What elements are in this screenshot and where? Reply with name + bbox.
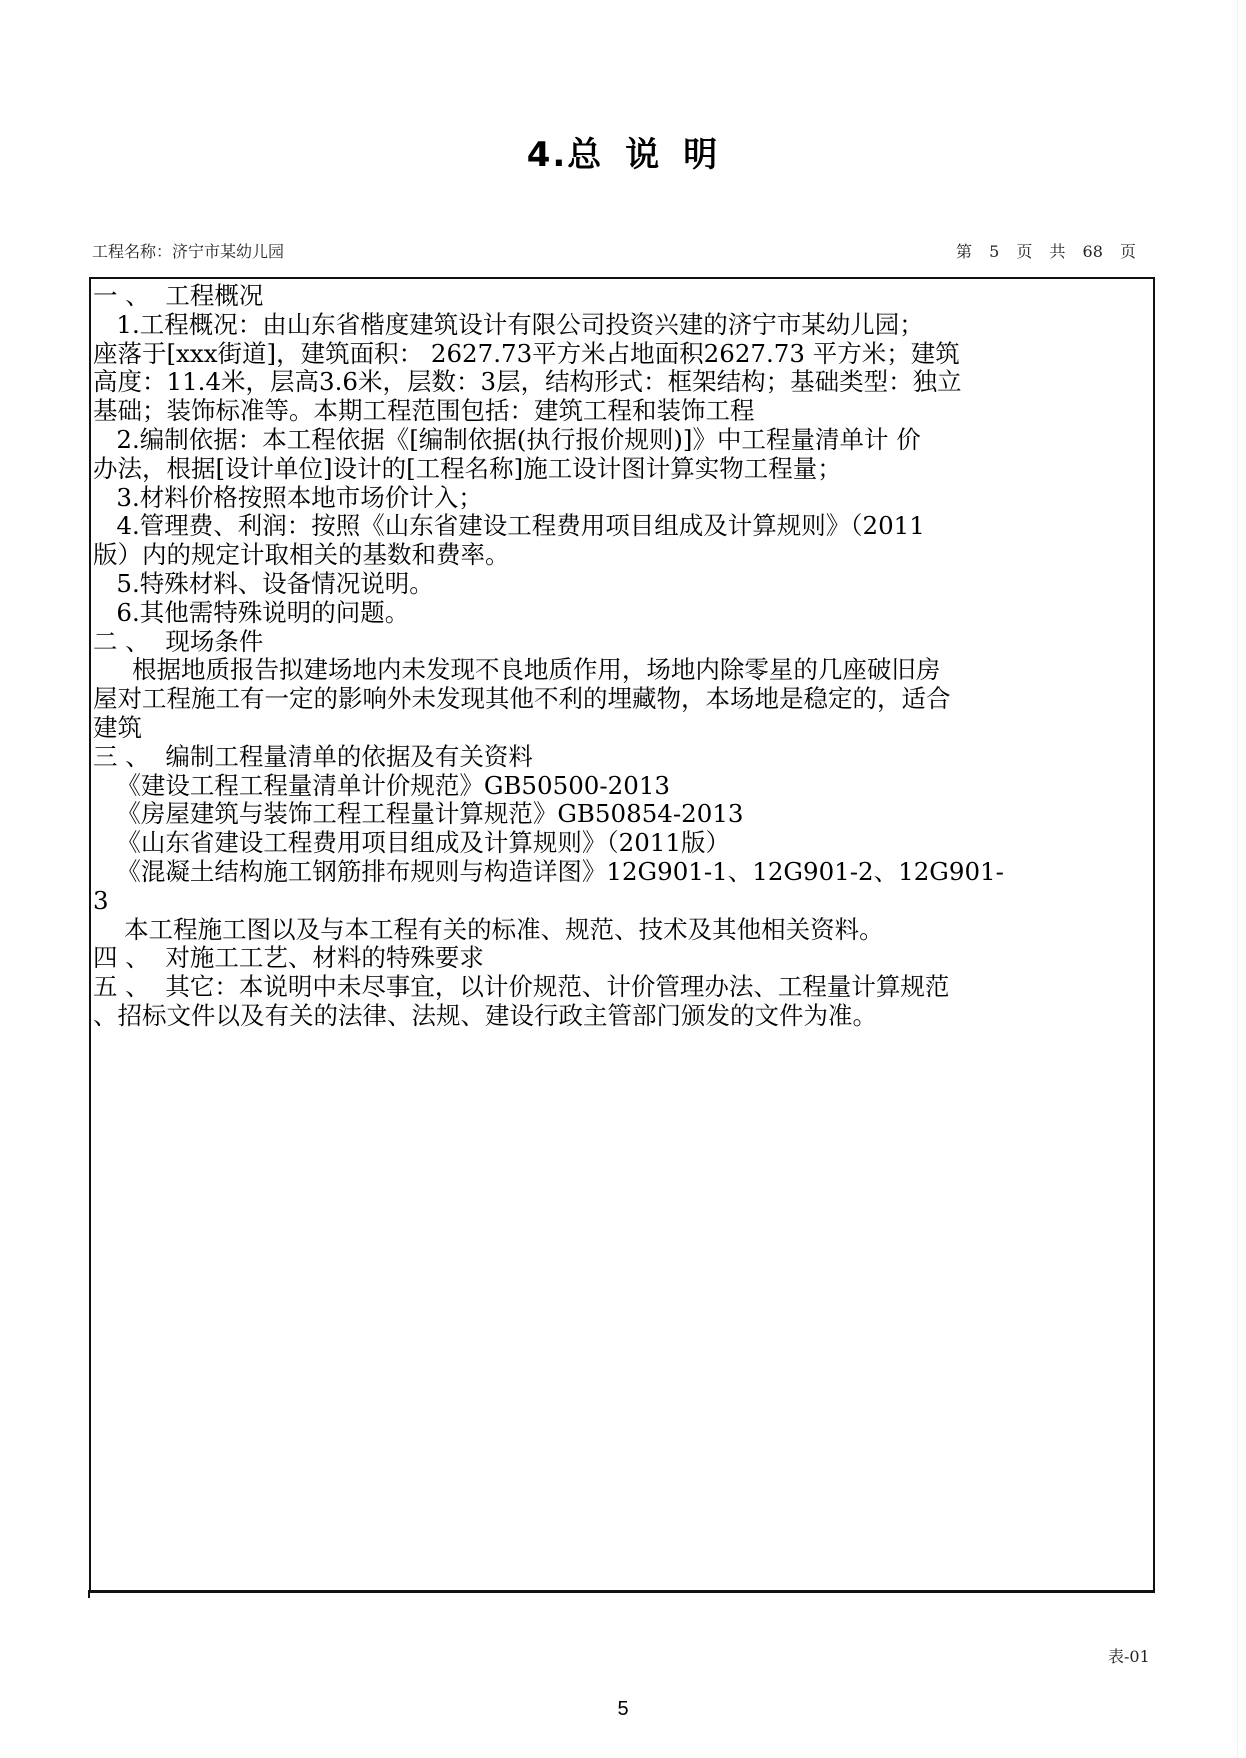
title-char: 说: [625, 135, 662, 175]
body-line: 4.管理费、利润：按照《山东省建设工程费用项目组成及计算规则》（2011: [93, 511, 925, 541]
section-heading-5: 五 、 其它：本说明中未尽事宜，以计价规范、计价管理办法、工程量计算规范: [93, 972, 950, 1002]
page-number: 5: [617, 1698, 629, 1720]
section-heading-4: 四 、 对施工工艺、材料的特殊要求: [93, 943, 484, 973]
page-title: [0, 127, 1246, 176]
body-line: 本工程施工图以及与本工程有关的标准、规范、技术及其他相关资料。: [93, 914, 884, 944]
body-line: 根据地质报告拟建场地内未发现不良地质作用，场地内除零星的几座破旧房: [93, 655, 941, 685]
section-heading-3: 三 、 编制工程量清单的依据及有关资料: [93, 741, 533, 771]
reference-line: 《混凝土结构施工钢筋排布规则与构造详图》12G901-1、12G901-2、12G901-: [93, 856, 1004, 886]
body-line: 基础；装饰标准等。本期工程范围包括：建筑工程和装饰工程: [93, 396, 755, 426]
body-line: 屋对工程施工有一定的影响外未发现其他不利的埋藏物，本场地是稳定的，适合: [93, 684, 951, 714]
table-code: 表-01: [1108, 1647, 1150, 1666]
description-body: [93, 282, 1148, 1031]
section-heading-1: 一 、 工程概况: [93, 281, 264, 310]
body-line: 建筑: [93, 712, 142, 742]
body-line: 座落于[xxx街道]，建筑面积： 2627.73平方米占地面积2627.73 平方米；建筑: [93, 338, 960, 368]
title-char: 总: [567, 135, 604, 175]
body-line: 高度：11.4米，层高3.6米，层数：3层，结构形式：框架结构；基础类型：独立: [93, 367, 962, 397]
title-number: 4.: [526, 135, 568, 175]
page-edge: [1237, 0, 1238, 1758]
reference-line: 《建设工程工程量清单计价规范》GB50500-2013: [93, 770, 671, 800]
page-info: 第 5 页 共 68 页: [956, 242, 1136, 261]
body-line: 1.工程概况：由山东省楷度建筑设计有限公司投资兴建的济宁市某幼儿园；: [93, 309, 924, 339]
section-heading-2: 二 、 现场条件: [93, 626, 264, 656]
reference-line: 3: [93, 885, 109, 915]
frame-corner-mark: [88, 1590, 90, 1598]
body-line: 6.其他需特殊说明的问题。: [93, 597, 410, 627]
project-name: 工程名称：济宁市某幼儿园: [92, 242, 285, 261]
body-line: 2.编制依据：本工程依据《[编制依据(执行报价规则)]》中工程量清单计 价: [93, 424, 921, 454]
body-line: 3.材料价格按照本地市场价计入；: [93, 482, 483, 512]
body-line: 、招标文件以及有关的法律、法规、建设行政主管部门颁发的文件为准。: [93, 1000, 877, 1030]
body-line: 办法，根据[设计单位]设计的[工程名称]施工设计图计算实物工程量；: [93, 453, 842, 483]
body-line: 版）内的规定计取相关的基数和费率。: [93, 540, 510, 570]
body-line: 5.特殊材料、设备情况说明。: [93, 568, 434, 598]
reference-line: 《房屋建筑与装饰工程工程量计算规范》GB50854-2013: [93, 799, 744, 829]
title-char: 明: [683, 135, 720, 175]
reference-line: 《山东省建设工程费用项目组成及计算规则》（2011版）: [93, 828, 730, 858]
